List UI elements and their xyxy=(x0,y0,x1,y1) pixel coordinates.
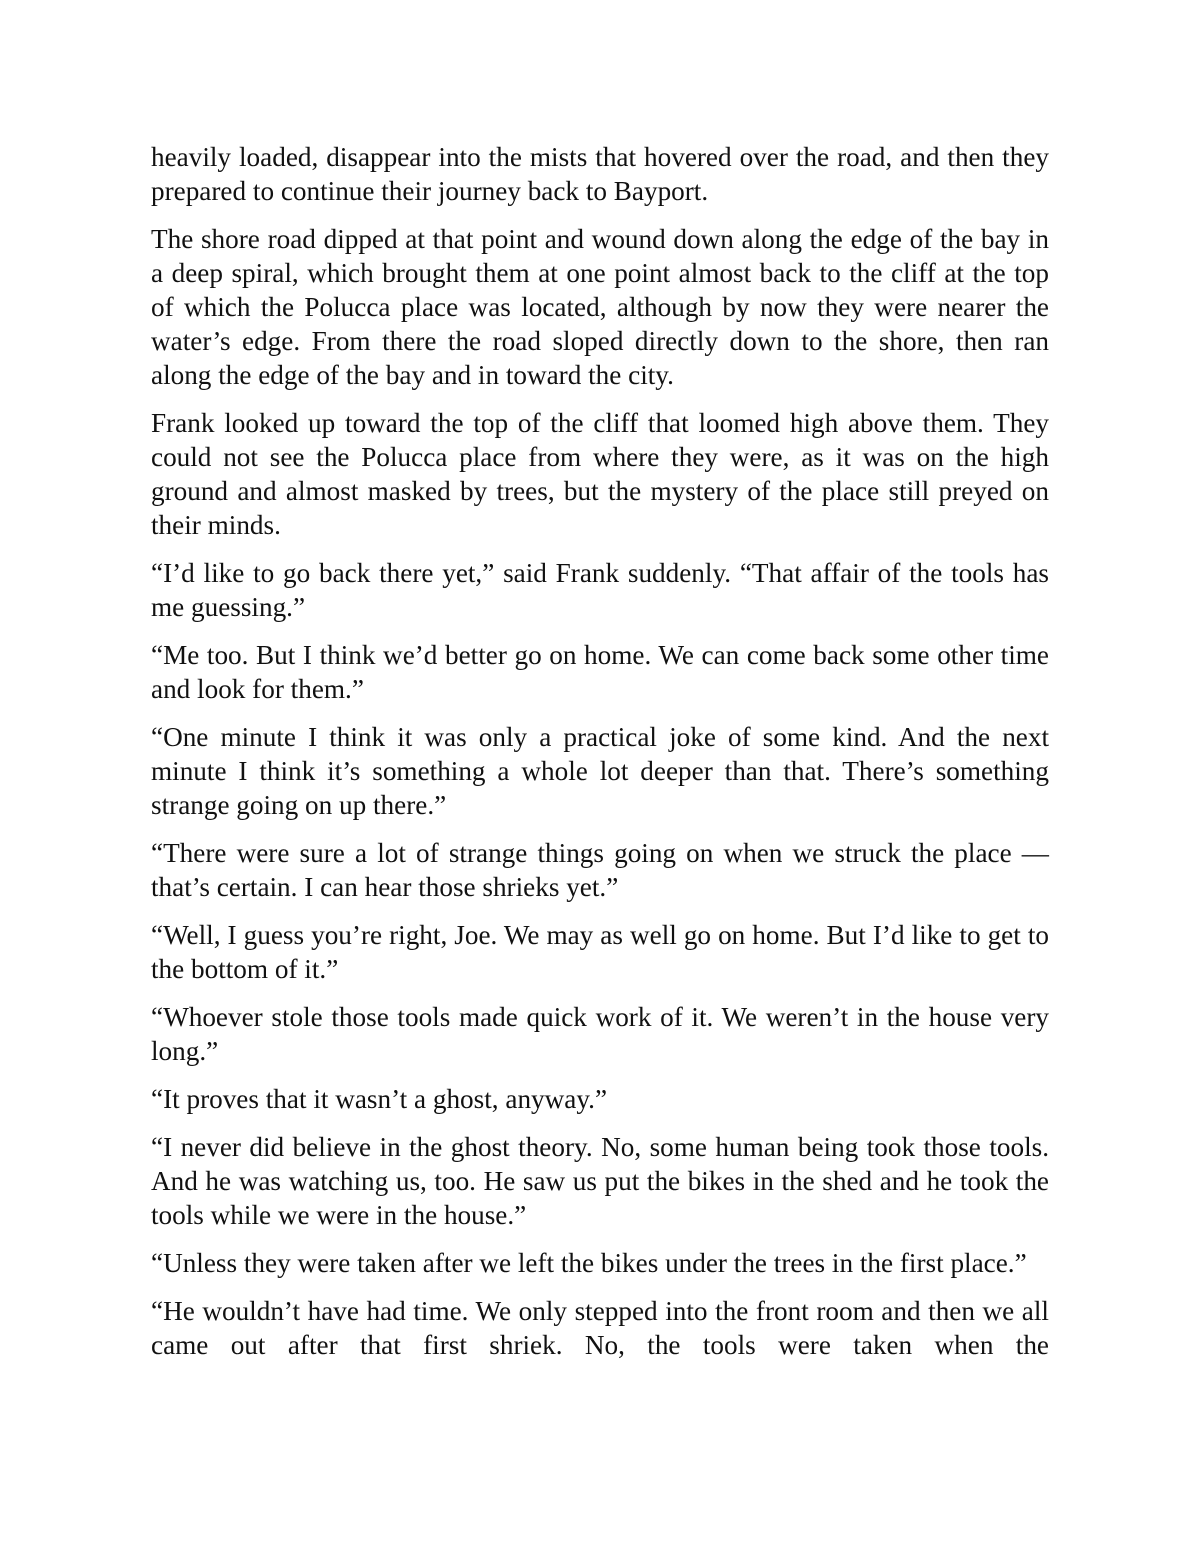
paragraph: The shore road dipped at that point and wound down along the edge of the bay in a deep spiral, which brought them at one point almost back to the cliff at the top of which the Polucca place was located, although by now they were nearer the water’s edge. From there the road sloped directly down to the shore, then ran along the edge of the bay and in toward the city. xyxy=(151,224,1049,390)
paragraph: “I’d like to go back there yet,” said Frank suddenly. “That affair of the tools has me guessing.” xyxy=(151,558,1049,622)
paragraph: “It proves that it wasn’t a ghost, anyway.” xyxy=(151,1084,608,1114)
paragraph: heavily loaded, disappear into the mists that hovered over the road, and then they prepared to continue their journey back to Bayport. xyxy=(151,142,1049,206)
paragraph: “There were sure a lot of strange things going on when we struck the place —that’s certain. I can hear those shrieks yet.” xyxy=(151,838,1049,902)
page-body xyxy=(151,140,1049,1376)
paragraph: “Whoever stole those tools made quick work of it. We weren’t in the house very long.” xyxy=(151,1002,1049,1066)
paragraph: Frank looked up toward the top of the cliff that loomed high above them. They could not see the Polucca place from where they were, as it was on the high ground and almost masked by trees, but the mystery of the place still preyed on their minds. xyxy=(151,408,1049,540)
paragraph: “One minute I think it was only a practical joke of some kind. And the next minute I think it’s something a whole lot deeper than that. There’s something strange going on up there.” xyxy=(151,722,1049,820)
paragraph: “Me too. But I think we’d better go on home. We can come back some other time and look for them.” xyxy=(151,640,1049,704)
paragraph: “I never did believe in the ghost theory. No, some human being took those tools. And he was watching us, too. He saw us put the bikes in the shed and he took the tools while we were in the house.” xyxy=(151,1132,1049,1230)
paragraph-continued: “He wouldn’t have had time. We only stepped into the front room and then we all came out after that first shriek. No, the tools were taken when the xyxy=(151,1296,1049,1360)
paragraph: “Unless they were taken after we left the bikes under the trees in the first place.” xyxy=(151,1248,1027,1278)
paragraph: “Well, I guess you’re right, Joe. We may as well go on home. But I’d like to get to the bottom of it.” xyxy=(151,920,1049,984)
